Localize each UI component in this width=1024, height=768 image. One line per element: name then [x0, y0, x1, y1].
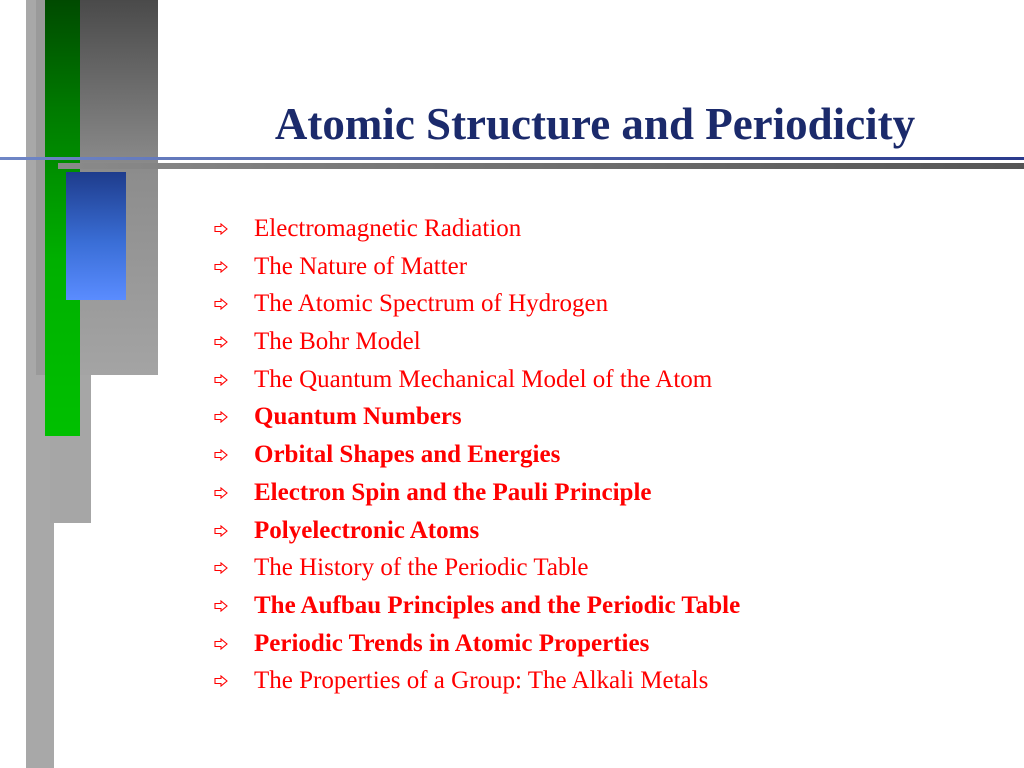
- title-rule-blue: [0, 157, 1024, 160]
- slide-title: Atomic Structure and Periodicity: [274, 99, 916, 149]
- title-rule-gray: [58, 163, 1024, 169]
- list-item-text: The Nature of Matter: [254, 252, 468, 280]
- list-item: [212, 625, 740, 663]
- list-item: [212, 361, 740, 399]
- list-item-text: Orbital Shapes and Energies: [254, 441, 561, 469]
- list-item: [212, 512, 740, 550]
- list-item: [212, 587, 740, 625]
- list-item: [212, 323, 740, 361]
- list-item-text: Electron Spin and the Pauli Principle: [254, 478, 652, 506]
- decor-blue-block: [66, 172, 126, 300]
- list-item: [212, 398, 740, 436]
- list-item: [212, 474, 740, 512]
- list-item-text: Quantum Numbers: [254, 403, 462, 431]
- list-item-text: The History of the Periodic Table: [254, 554, 589, 582]
- list-item: [212, 248, 740, 286]
- list-item: [212, 436, 740, 474]
- hollow-right-arrow-icon: [212, 625, 236, 663]
- list-item: [212, 210, 740, 248]
- list-item-text: Polyelectronic Atoms: [254, 516, 480, 544]
- list-item-text: Electromagnetic Radiation: [254, 215, 522, 242]
- hollow-right-arrow-icon: [212, 512, 236, 550]
- hollow-right-arrow-icon: [212, 474, 236, 512]
- hollow-right-arrow-icon: [212, 398, 236, 436]
- list-item-text: Periodic Trends in Atomic Properties: [254, 629, 650, 657]
- hollow-right-arrow-icon: [212, 285, 236, 323]
- hollow-right-arrow-icon: [212, 210, 236, 248]
- hollow-right-arrow-icon: [212, 248, 236, 286]
- list-item-text: The Atomic Spectrum of Hydrogen: [254, 290, 609, 318]
- list-item-text: The Bohr Model: [254, 328, 421, 356]
- hollow-right-arrow-icon: [212, 587, 236, 625]
- list-item-text: The Properties of a Group: The Alkali Metals: [254, 667, 709, 695]
- hollow-right-arrow-icon: [212, 323, 236, 361]
- list-item: [212, 662, 740, 700]
- hollow-right-arrow-icon: [212, 662, 236, 700]
- list-item: [212, 549, 740, 587]
- hollow-right-arrow-icon: [212, 361, 236, 399]
- list-item-text: The Aufbau Principles and the Periodic Table: [254, 591, 741, 619]
- list-item-text: The Quantum Mechanical Model of the Atom: [254, 365, 713, 393]
- topic-list: [212, 210, 740, 700]
- hollow-right-arrow-icon: [212, 436, 236, 474]
- list-item: [212, 285, 740, 323]
- hollow-right-arrow-icon: [212, 549, 236, 587]
